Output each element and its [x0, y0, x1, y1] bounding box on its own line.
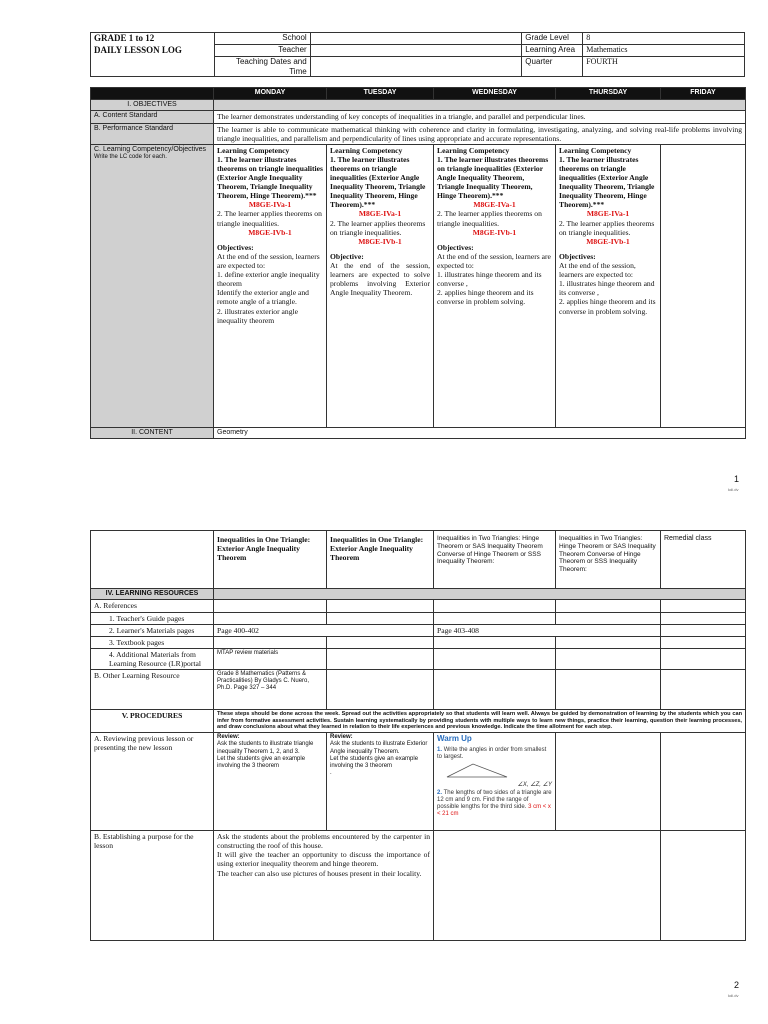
header-table: [90, 32, 745, 77]
procedures-section: V. PROCEDURES: [91, 710, 214, 733]
teacher-label: Teacher: [214, 45, 310, 57]
review-tuesday: Review: Ask the students to illustrate Exterior Angle inequality Theorem. Let the students give an example involving the 3 theorem .: [327, 733, 434, 831]
resources-section: IV. LEARNING RESOURCES: [91, 589, 214, 600]
day-monday: MONDAY: [214, 88, 327, 100]
school-value[interactable]: [310, 33, 522, 45]
topic-thursday: Inequalities in Two Triangles: Hinge Theorem or SAS Inequality Theorem Converse of Hinge Theorem or SSS Inequality Theorem:: [556, 531, 661, 589]
lc-friday: [661, 144, 746, 427]
topic-tuesday: Inequalities in One Triangle: Exterior Angle Inequality Theorem: [327, 531, 434, 589]
grade-label: GRADE 1 to 12: [91, 33, 215, 45]
lc-wednesday: Learning Competency 1. The learner illustrates theorems on triangle inequalities (Exterior Angle Inequality Theorem, Triangle Inequality Theorem, Hinge Theorem).*** M8GE-IVa-1 2. The learner applies theorems on triangle inequalities. M8GE-IVb-1 Objectives: At the end of the session, learners are expected to: 1. illustrates hinge theorem and its converse , 2. applies hinge theorem and its converse in problem solving.: [434, 144, 556, 427]
topic-friday: Remedial class: [661, 531, 746, 589]
performance-standard-label: B. Performance Standard: [91, 123, 214, 144]
lc-thursday: Learning Competency 1. The learner illustrates theorems on triangle inequalities (Exterior Angle Inequality Theorem, Triangle Inequality Theorem, Hinge Theorem).*** M8GE-IVa-1 2. The learner applies theorems on triangle inequalities. M8GE-IVb-1 Objectives: At the end of the session, learners are expected to: 1. illustrates hinge theorem and its converse , 2. applies hinge theorem and its converse in problem solving.: [556, 144, 661, 427]
references-label: A. References: [91, 600, 214, 612]
objectives-section: I. OBJECTIVES: [91, 100, 214, 111]
review-label: A. Reviewing previous lesson or presenting the new lesson: [91, 733, 214, 831]
lesson-log-table-page2: [90, 530, 746, 941]
warm-up-title: Warm Up: [437, 734, 472, 744]
content-section: II. CONTENT: [91, 427, 214, 438]
log-title: DAILY LESSON LOG: [91, 45, 215, 57]
content-value: Geometry: [214, 427, 746, 438]
warm-up-cell: Warm Up 1. Write the angles in order from smallest to largest. ∠X, ∠Z, ∠Y 2. The lengths of two sides of a triangle are 12 cm and 9 cm. Find the range of possible lengths for the third side. 3 cm < x < 21 cm: [434, 733, 556, 831]
grade-level-label: Grade Level: [522, 33, 583, 45]
learning-area-value[interactable]: Mathematics: [583, 45, 745, 57]
quarter-value[interactable]: FOURTH: [583, 57, 745, 77]
day-thursday: THURSDAY: [556, 88, 661, 100]
content-standard-text: The learner demonstrates understanding of key concepts of inequalities in a triangle, and parallel and perpendicular lines.: [214, 111, 746, 123]
lc-label-cell: [91, 144, 214, 427]
day-wednesday: WEDNESDAY: [434, 88, 556, 100]
lm-wednesday: Page 403-408: [434, 624, 661, 636]
topic-wednesday: Inequalities in Two Triangles: Hinge Theorem or SAS Inequality Theorem Converse of Hinge Theorem or SSS Inequality Theorem:: [434, 531, 556, 589]
triangle-figure: [437, 761, 517, 779]
purpose-text: Ask the students about the problems encountered by the carpenter in constructing the roof of this house. It will give the teacher an opportunity to discuss the importance of using exterior inequality theorem and hinge theorem. The teacher can also use pictures of houses present in their locality.: [214, 831, 434, 941]
dates-value[interactable]: [310, 57, 522, 77]
day-friday: FRIDAY: [661, 88, 746, 100]
lesson-log-table-page1: [90, 87, 746, 439]
lc-tuesday: Learning Competency 1. The learner illustrates theorems on triangle inequalities (Exterior Angle Inequality Theorem, Triangle Inequality Theorem, Hinge Theorem).*** M8GE-IVa-1 2. The learner applies theorems on triangle inequalities. M8GE-IVb-1 Objective: At the end of the session, learners are expected to solve problems involving Exterior Angle Inequality Theorem.: [327, 144, 434, 427]
procedures-note: These steps should be done across the week. Spread out the activities appropriately so that students will learn well. Always be guided by demonstration of learning by the students which you can infer from formative assessment activities. Sustain learning systematically by providing students with multiple ways to learn new things, practice their learning, question their learning processes, and draw conclusions about what they learned in relation to their life experiences and previous knowledge. Indicate the time allotment for each step.: [214, 710, 746, 733]
purpose-label: B. Establishing a purpose for the lesson: [91, 831, 214, 941]
review-monday: Review: Ask the students to illustrate triangle inequality Theorem 1, 2, and 3. Let the students give an example involving the 3 theorem: [214, 733, 327, 831]
header-blank: [91, 57, 215, 77]
footer-small-2: kdi.dv: [728, 993, 739, 998]
content-standard-label: A. Content Standard: [91, 111, 214, 123]
lc-monday: Learning Competency 1. The learner illustrates theorems on triangle inequalities (Exterior Angle Inequality Theorem, Triangle Inequality Theorem, Hinge Theorem).*** M8GE-IVa-1 2. The learner applies theorems on triangle inequalities. M8GE-IVb-1 Objectives: At the end of the session, learners are expected to: 1. define exterior angle inequality theorem Identify the exterior angle and remote angle of a triangle. 2. illustrates exterior angle inequality theorem: [214, 144, 327, 427]
dates-label: Teaching Dates and Time: [214, 57, 310, 77]
additional-label: 4. Additional Materials from Learning Resource (LR)portal: [91, 648, 214, 669]
lm-label: 2. Learner's Materials pages: [91, 624, 214, 636]
topic-monday: Inequalities in One Triangle: Exterior Angle Inequality Theorem: [214, 531, 327, 589]
quarter-label: Quarter: [522, 57, 583, 77]
page-number-1: 1: [734, 474, 740, 484]
lm-monday: Page 400-402: [214, 624, 434, 636]
lc-label: C. Learning Competency/Objectives: [94, 145, 207, 153]
footer-small-1: kdi.dv: [728, 487, 739, 492]
day-tuesday: TUESDAY: [327, 88, 434, 100]
textbook-label: 3. Textbook pages: [91, 636, 214, 648]
tg-label: 1. Teacher's Guide pages: [91, 612, 214, 624]
other-monday: Grade 8 Mathematics (Patterns & Practicalities) By Gladys C. Nuero, Ph.D. Page 327 – 344: [214, 670, 327, 710]
additional-monday: MTAP review materials: [214, 648, 327, 669]
learning-area-label: Learning Area: [522, 45, 583, 57]
page-number-2: 2: [734, 980, 740, 990]
performance-standard-text: The learner is able to communicate mathematical thinking with coherence and clarity in formulating, investigating, analyzing, and solving real-life problems involving triangle inequalities, and parallelism and perpendicularity of lines using appropriate and accurate representations.: [214, 123, 746, 144]
other-label: B. Other Learning Resource: [91, 670, 214, 710]
school-label: School: [214, 33, 310, 45]
day-header-row: [91, 88, 746, 100]
teacher-value[interactable]: [310, 45, 522, 57]
grade-level-value[interactable]: 8: [583, 33, 745, 45]
lc-sub: Write the LC code for each.: [94, 154, 167, 161]
